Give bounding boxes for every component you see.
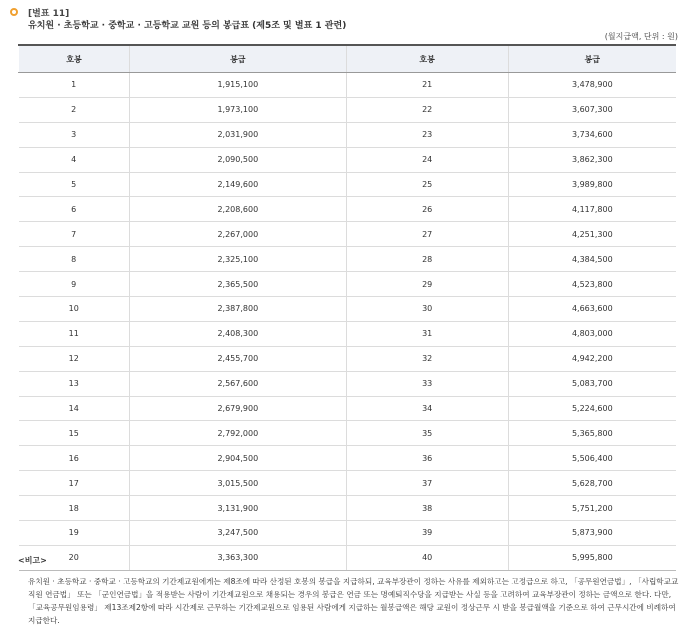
- cell-step: 35: [346, 421, 508, 446]
- cell-step: 26: [346, 197, 508, 222]
- cell-step: 38: [346, 496, 508, 521]
- cell-salary: 2,387,800: [129, 297, 346, 322]
- cell-step: 24: [346, 147, 508, 172]
- cell-step: 21: [346, 73, 508, 98]
- cell-step: 19: [19, 521, 130, 546]
- cell-step: 30: [346, 297, 508, 322]
- cell-step: 22: [346, 97, 508, 122]
- cell-step: 31: [346, 321, 508, 346]
- cell-salary: 2,365,500: [129, 272, 346, 297]
- table-row: [19, 272, 677, 297]
- notes-text: 유치원 · 초등학교 · 중학교 · 고등학교의 기간제교원에게는 제8조에 따라 산정된 호봉의 봉급을 지급하되, 교육부장관이 정하는 사유를 제외하고는 고정급으로 하고, 「공무원연금법」, 「사립학교교직원 연금법」 또는 「군인연금법」을 적용받는 사람이 기간제교원으로 채용되는 경우의 봉급은 연금 또는 명예퇴직수당을 지급받는 사실 등을 고려하여 교육부장관이 정하는 금액으로 한다. 다만, 「교육공무원임용령」 제13조제2항에 따라 시간제로 근무하는 기간제교원으로 임용된 사람에게 지급하는 월봉급액은 해당 교원이 정상근무 시 받을 봉급월액을 기준으로 하여 근무시간에 비례하여 지급한다.: [28, 577, 679, 625]
- cell-salary: 4,523,800: [508, 272, 676, 297]
- cell-salary: 2,031,900: [129, 122, 346, 147]
- table-row: [19, 73, 677, 98]
- cell-salary: 2,679,900: [129, 396, 346, 421]
- table-row: [19, 222, 677, 247]
- cell-salary: 5,873,900: [508, 521, 676, 546]
- notes-title: <비고>: [18, 556, 47, 565]
- cell-step: 8: [19, 247, 130, 272]
- table-row: [19, 545, 677, 570]
- cell-step: 13: [19, 371, 130, 396]
- table-row: [19, 321, 677, 346]
- cell-salary: 3,734,600: [508, 122, 676, 147]
- cell-salary: 3,363,300: [129, 545, 346, 570]
- table-row: [19, 197, 677, 222]
- cell-step: 12: [19, 346, 130, 371]
- cell-step: 37: [346, 471, 508, 496]
- cell-salary: 3,015,500: [129, 471, 346, 496]
- cell-salary: 5,083,700: [508, 371, 676, 396]
- cell-salary: 2,455,700: [129, 346, 346, 371]
- cell-salary: 3,131,900: [129, 496, 346, 521]
- cell-step: 7: [19, 222, 130, 247]
- table-row: [19, 421, 677, 446]
- cell-step: 15: [19, 421, 130, 446]
- cell-step: 39: [346, 521, 508, 546]
- cell-salary: 5,628,700: [508, 471, 676, 496]
- annex-tag: [별표 11]: [28, 9, 70, 19]
- cell-step: 16: [19, 446, 130, 471]
- cell-salary: 2,267,000: [129, 222, 346, 247]
- cell-salary: 2,208,600: [129, 197, 346, 222]
- cell-salary: 3,607,300: [508, 97, 676, 122]
- cell-salary: 2,567,600: [129, 371, 346, 396]
- cell-salary: 5,365,800: [508, 421, 676, 446]
- cell-salary: 2,325,100: [129, 247, 346, 272]
- cell-salary: 2,149,600: [129, 172, 346, 197]
- col-header-salary-1: 봉급: [129, 45, 346, 73]
- cell-salary: 2,408,300: [129, 321, 346, 346]
- col-header-step-2: 호봉: [346, 45, 508, 73]
- cell-salary: 5,995,800: [508, 545, 676, 570]
- cell-salary: 4,117,800: [508, 197, 676, 222]
- cell-salary: 1,973,100: [129, 97, 346, 122]
- cell-step: 20: [19, 545, 130, 570]
- cell-step: 29: [346, 272, 508, 297]
- col-header-salary-2: 봉급: [508, 45, 676, 73]
- table-row: [19, 521, 677, 546]
- table-body: [19, 73, 677, 571]
- table-row: [19, 446, 677, 471]
- table-row: [19, 496, 677, 521]
- cell-step: 2: [19, 97, 130, 122]
- cell-salary: 5,506,400: [508, 446, 676, 471]
- cell-step: 14: [19, 396, 130, 421]
- table-header-row: [19, 45, 677, 73]
- cell-step: 25: [346, 172, 508, 197]
- table-row: [19, 172, 677, 197]
- page-title: 유치원 · 초등학교 · 중학교 · 고등학교 교원 등의 봉급표 (제5조 및 별표 1 관련): [28, 21, 347, 31]
- cell-salary: 2,904,500: [129, 446, 346, 471]
- cell-salary: 4,942,200: [508, 346, 676, 371]
- cell-salary: 2,090,500: [129, 147, 346, 172]
- cell-step: 9: [19, 272, 130, 297]
- cell-step: 4: [19, 147, 130, 172]
- cell-salary: 4,663,600: [508, 297, 676, 322]
- cell-step: 6: [19, 197, 130, 222]
- cell-salary: 5,224,600: [508, 396, 676, 421]
- unit-label: (월지급액, 단위 : 원): [604, 32, 678, 41]
- salary-table: [18, 44, 676, 571]
- cell-step: 40: [346, 545, 508, 570]
- cell-step: 18: [19, 496, 130, 521]
- cell-step: 17: [19, 471, 130, 496]
- table-row: [19, 247, 677, 272]
- cell-salary: 5,751,200: [508, 496, 676, 521]
- cell-step: 1: [19, 73, 130, 98]
- cell-step: 23: [346, 122, 508, 147]
- cell-salary: 4,384,500: [508, 247, 676, 272]
- table-row: [19, 97, 677, 122]
- cell-salary: 3,247,500: [129, 521, 346, 546]
- cell-step: 3: [19, 122, 130, 147]
- cell-salary: 3,478,900: [508, 73, 676, 98]
- cell-step: 32: [346, 346, 508, 371]
- cell-step: 10: [19, 297, 130, 322]
- cell-step: 34: [346, 396, 508, 421]
- cell-salary: 4,803,000: [508, 321, 676, 346]
- cell-step: 36: [346, 446, 508, 471]
- table-row: [19, 346, 677, 371]
- cell-salary: 3,989,800: [508, 172, 676, 197]
- cell-salary: 2,792,000: [129, 421, 346, 446]
- table-row: [19, 396, 677, 421]
- table-row: [19, 297, 677, 322]
- col-header-step-1: 호봉: [19, 45, 130, 73]
- cell-step: 5: [19, 172, 130, 197]
- cell-step: 11: [19, 321, 130, 346]
- table-row: [19, 122, 677, 147]
- cell-step: 27: [346, 222, 508, 247]
- table-row: [19, 371, 677, 396]
- table-row: [19, 471, 677, 496]
- table-row: [19, 147, 677, 172]
- circle-bullet-icon: [10, 8, 18, 16]
- cell-salary: 1,915,100: [129, 73, 346, 98]
- cell-step: 33: [346, 371, 508, 396]
- cell-salary: 3,862,300: [508, 147, 676, 172]
- cell-salary: 4,251,300: [508, 222, 676, 247]
- cell-step: 28: [346, 247, 508, 272]
